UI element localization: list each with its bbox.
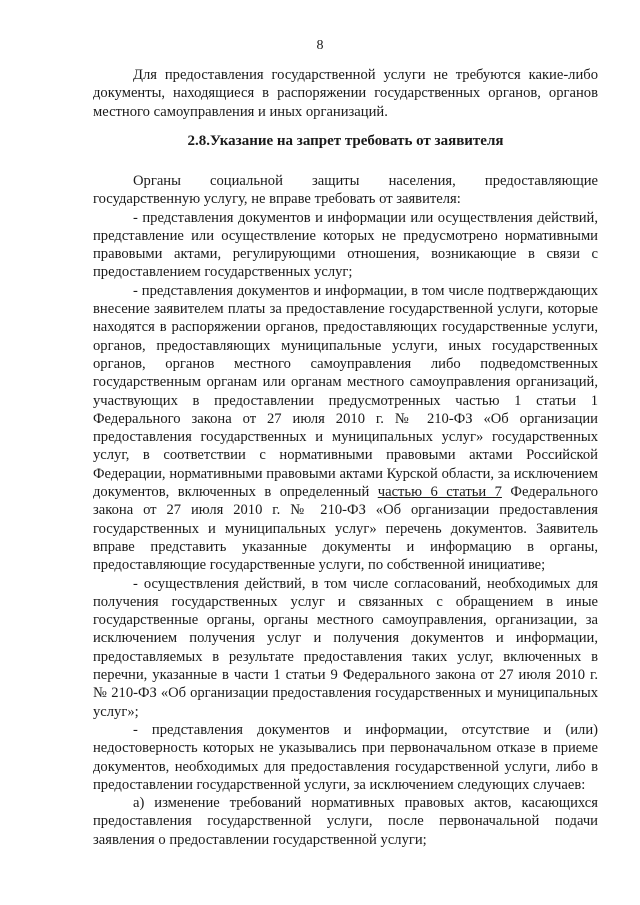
paragraph-item-documents-text: - представления документов и информации, в том числе подтверждающих внесение заявителем платы за предоставление государственной услуги, которые находятся в распоряжении органов, предоставляющих государственные услуги, органов, предоставляющих муниципальные услуги, иных государственных органов, органов местного самоуправления либо подведомственных государственным органам или органам местного самоуправления организаций, участвующих в предоставлении предусмотренных частью 1 статьи 1 Федерального закона от 27 июля 2010 г. № 210-ФЗ «Об организации предоставления государственных и муниципальных услуг» государственных услуг, в соответствии с нормативными правовыми актами Российской Федерации, нормативными правовыми актами Курской области, за исключением документов, включенных в определенный <box>93 282 598 501</box>
paragraph-case-a: а) изменение требований нормативных правовых актов, касающихся предоставления государственной услуги, после первоначальной подачи заявления о предоставлении государственной услуги; <box>93 795 598 848</box>
page-number: 8 <box>316 38 324 53</box>
body-block <box>93 172 598 849</box>
paragraph-authorities: Органы социальной защиты населения, предоставляющие государственную услугу, не вправе требовать от заявителя: <box>93 173 598 208</box>
paragraph-item-unreported: - представления документов и информации, отсутствие и (или) недостоверность которых не указывались при первоначальном отказе в приеме документов, необходимых для предоставления государственной услуги, либо в предоставлении государственной услуги, за исключением следующих случаев: <box>93 721 598 793</box>
section-heading: 2.8.Указание на запрет требовать от заявителя <box>187 133 504 149</box>
intro-block <box>93 66 598 121</box>
paragraph-item-approvals: - осуществления действий, в том числе согласований, необходимых для получения государственных услуг и связанных с обращением в иные государственные органы, органы местного самоуправления, организации, за исключением получения услуг и получения документов и информации, предоставляемых в результате предоставления таких услуг, включенных в перечни, указанные в части 1 статьи 9 Федерального закона от 27 июля 2010 г. № 210-ФЗ «Об организации предоставления государственных и муниципальных услуг»; <box>93 575 598 720</box>
paragraph-item-documents <box>93 282 598 575</box>
law-reference-link[interactable]: частью 6 статьи 7 <box>377 484 502 501</box>
paragraph-item-documents-tail: Федерального закона от 27 июля 2010 г. № 210-ФЗ «Об организации предоставления государственных и муниципальных услуг» перечень документов. Заявитель вправе представить указанные документы и информацию в органы, предоставляющие государственные услуги, по собственной инициативе; <box>93 484 599 574</box>
paragraph-item-actions: - представления документов и информации или осуществления действий, представление или осуществление которых не предусмотрено нормативными правовыми актами, регулирующими отношения, возникающие в связи с предоставлением государственных услуг; <box>93 209 598 281</box>
intro-paragraph: Для предоставления государственной услуги не требуются какие-либо документы, находящиеся в распоряжении государственных органов, органов местного самоуправления и иных организаций. <box>93 67 598 120</box>
